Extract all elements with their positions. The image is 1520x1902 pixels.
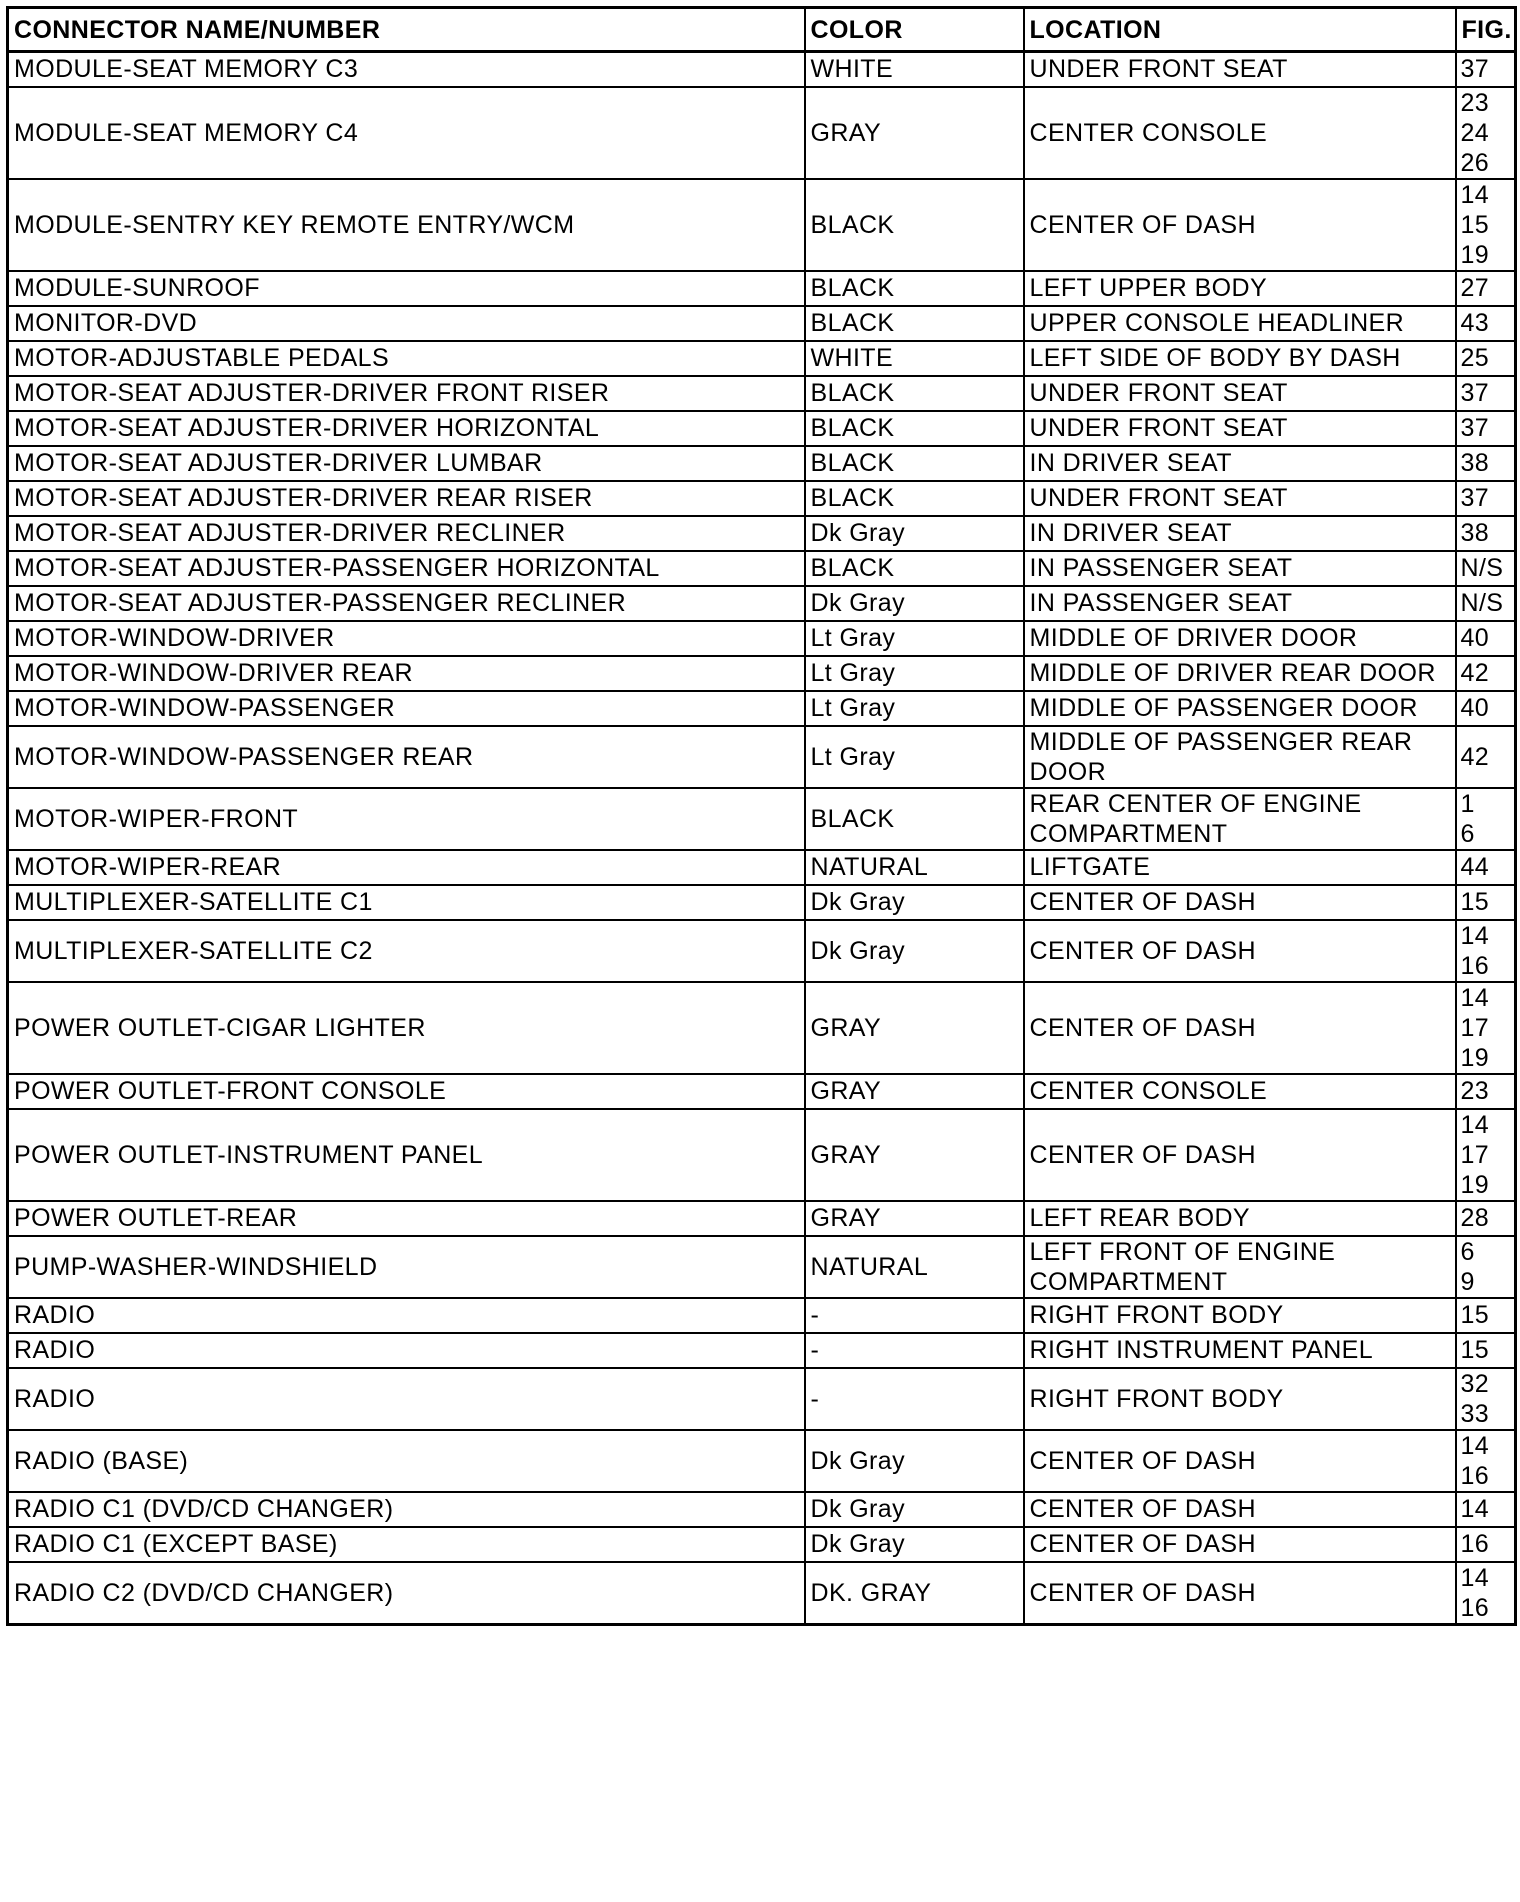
fig-number: 14 <box>1460 921 1490 950</box>
location-line: COMPARTMENT <box>1029 819 1228 848</box>
fig-cell <box>1456 481 1516 516</box>
fig-cell <box>1456 1368 1516 1430</box>
color-cell: BLACK <box>805 271 1024 306</box>
location-cell <box>1024 446 1456 481</box>
fig-number: 17 <box>1460 1140 1490 1169</box>
location-cell <box>1024 885 1456 920</box>
location-line: IN PASSENGER SEAT <box>1029 589 1293 617</box>
fig-number: 26 <box>1460 148 1490 177</box>
connector-name-cell: RADIO <box>8 1368 805 1430</box>
connector-name-cell: MOTOR-SEAT ADJUSTER-DRIVER REAR RISER <box>8 481 805 516</box>
fig-cell <box>1456 306 1516 341</box>
location-cell <box>1024 1527 1456 1562</box>
location-line: COMPARTMENT <box>1029 1267 1228 1296</box>
fig-number: 15 <box>1460 210 1490 239</box>
color-cell: NATURAL <box>805 1236 1024 1298</box>
fig-number: 14 <box>1460 1563 1490 1592</box>
connector-name-cell: PUMP-WASHER-WINDSHIELD <box>8 1236 805 1298</box>
fig-cell <box>1456 52 1516 87</box>
table-row <box>8 446 1516 481</box>
fig-number: 15 <box>1460 1336 1490 1364</box>
fig-number: 42 <box>1460 659 1490 687</box>
table-body <box>8 52 1516 1625</box>
color-cell: Dk Gray <box>805 1527 1024 1562</box>
color-cell: Lt Gray <box>805 621 1024 656</box>
connector-name-cell: MOTOR-SEAT ADJUSTER-DRIVER FRONT RISER <box>8 376 805 411</box>
table-row <box>8 982 1516 1074</box>
color-cell: BLACK <box>805 551 1024 586</box>
location-cell <box>1024 1201 1456 1236</box>
color-cell: Dk Gray <box>805 586 1024 621</box>
color-cell: BLACK <box>805 376 1024 411</box>
table-row <box>8 516 1516 551</box>
fig-cell <box>1456 516 1516 551</box>
fig-cell <box>1456 691 1516 726</box>
location-line: RIGHT FRONT BODY <box>1029 1384 1284 1413</box>
fig-number: 6 <box>1460 819 1475 848</box>
location-cell <box>1024 982 1456 1074</box>
location-cell <box>1024 179 1456 271</box>
color-cell: Dk Gray <box>805 1430 1024 1492</box>
table-row <box>8 788 1516 850</box>
fig-number: 19 <box>1460 240 1490 269</box>
fig-cell <box>1456 376 1516 411</box>
location-cell <box>1024 1368 1456 1430</box>
color-cell: NATURAL <box>805 850 1024 885</box>
fig-number: 23 <box>1460 88 1490 117</box>
fig-cell <box>1456 1562 1516 1625</box>
table-row <box>8 1074 1516 1109</box>
connector-name-cell: MOTOR-WIPER-REAR <box>8 850 805 885</box>
location-line: LEFT UPPER BODY <box>1029 274 1268 302</box>
connector-name-cell: RADIO C2 (DVD/CD CHANGER) <box>8 1562 805 1625</box>
color-cell: Lt Gray <box>805 691 1024 726</box>
connector-name-cell: MODULE-SENTRY KEY REMOTE ENTRY/WCM <box>8 179 805 271</box>
table-row <box>8 87 1516 179</box>
color-cell: DK. GRAY <box>805 1562 1024 1625</box>
fig-number: 28 <box>1460 1204 1490 1232</box>
connector-name-cell: MODULE-SEAT MEMORY C3 <box>8 52 805 87</box>
fig-number: 16 <box>1460 951 1490 980</box>
connector-table <box>6 6 1517 1626</box>
fig-cell <box>1456 341 1516 376</box>
color-cell: Dk Gray <box>805 516 1024 551</box>
color-cell: GRAY <box>805 87 1024 179</box>
connector-name-cell: POWER OUTLET-REAR <box>8 1201 805 1236</box>
fig-number: 6 <box>1460 1237 1475 1266</box>
fig-cell <box>1456 982 1516 1074</box>
fig-cell <box>1456 271 1516 306</box>
fig-cell <box>1456 1298 1516 1333</box>
connector-name-cell: RADIO (BASE) <box>8 1430 805 1492</box>
connector-name-cell: POWER OUTLET-CIGAR LIGHTER <box>8 982 805 1074</box>
table-row <box>8 481 1516 516</box>
fig-number: 17 <box>1460 1013 1490 1042</box>
color-cell: Dk Gray <box>805 920 1024 982</box>
location-cell <box>1024 1492 1456 1527</box>
color-cell: Dk Gray <box>805 1492 1024 1527</box>
table-row <box>8 850 1516 885</box>
connector-name-cell: MULTIPLEXER-SATELLITE C2 <box>8 920 805 982</box>
location-cell <box>1024 1562 1456 1625</box>
location-line: MIDDLE OF PASSENGER DOOR <box>1029 694 1418 722</box>
fig-number: 14 <box>1460 1495 1490 1523</box>
header-color: COLOR <box>805 8 1024 52</box>
table-row <box>8 551 1516 586</box>
connector-name-cell: MOTOR-WINDOW-PASSENGER <box>8 691 805 726</box>
fig-cell <box>1456 1527 1516 1562</box>
table-row <box>8 52 1516 87</box>
location-cell <box>1024 1109 1456 1201</box>
fig-number: 19 <box>1460 1043 1490 1072</box>
table-row <box>8 271 1516 306</box>
fig-number: 42 <box>1460 742 1490 771</box>
fig-number: 14 <box>1460 1110 1490 1139</box>
connector-name-cell: MOTOR-WINDOW-PASSENGER REAR <box>8 726 805 788</box>
location-line: MIDDLE OF DRIVER DOOR <box>1029 624 1358 652</box>
table-row <box>8 1333 1516 1368</box>
location-cell <box>1024 1074 1456 1109</box>
color-cell: BLACK <box>805 411 1024 446</box>
fig-number: 16 <box>1460 1461 1490 1490</box>
location-line: DOOR <box>1029 757 1107 786</box>
location-line: MIDDLE OF PASSENGER REAR <box>1029 727 1413 756</box>
table-row <box>8 1109 1516 1201</box>
table-row <box>8 1201 1516 1236</box>
location-cell <box>1024 341 1456 376</box>
connector-name-cell: MOTOR-SEAT ADJUSTER-DRIVER HORIZONTAL <box>8 411 805 446</box>
fig-number: N/S <box>1460 554 1504 582</box>
location-cell <box>1024 920 1456 982</box>
fig-cell <box>1456 885 1516 920</box>
color-cell: GRAY <box>805 1201 1024 1236</box>
connector-name-cell: MODULE-SEAT MEMORY C4 <box>8 87 805 179</box>
table-row <box>8 621 1516 656</box>
table-row <box>8 376 1516 411</box>
fig-number: 38 <box>1460 449 1490 477</box>
location-line: MIDDLE OF DRIVER REAR DOOR <box>1029 659 1436 687</box>
fig-number: 40 <box>1460 694 1490 722</box>
location-line: LEFT FRONT OF ENGINE <box>1029 1237 1336 1266</box>
location-cell <box>1024 52 1456 87</box>
fig-cell <box>1456 726 1516 788</box>
table-row <box>8 885 1516 920</box>
color-cell: Dk Gray <box>805 885 1024 920</box>
location-cell <box>1024 1333 1456 1368</box>
connector-name-cell: MOTOR-SEAT ADJUSTER-DRIVER RECLINER <box>8 516 805 551</box>
table-row <box>8 1236 1516 1298</box>
color-cell: BLACK <box>805 179 1024 271</box>
table-row <box>8 726 1516 788</box>
color-cell: WHITE <box>805 341 1024 376</box>
location-line: CENTER OF DASH <box>1029 1530 1256 1558</box>
color-cell: - <box>805 1298 1024 1333</box>
connector-name-cell: MOTOR-ADJUSTABLE PEDALS <box>8 341 805 376</box>
location-cell <box>1024 586 1456 621</box>
color-cell: GRAY <box>805 1074 1024 1109</box>
fig-cell <box>1456 179 1516 271</box>
location-cell <box>1024 551 1456 586</box>
location-cell <box>1024 850 1456 885</box>
table-row <box>8 691 1516 726</box>
location-cell <box>1024 87 1456 179</box>
table-row <box>8 656 1516 691</box>
table-row <box>8 1527 1516 1562</box>
location-line: CENTER OF DASH <box>1029 888 1256 916</box>
table-row <box>8 1492 1516 1527</box>
connector-name-cell: RADIO C1 (EXCEPT BASE) <box>8 1527 805 1562</box>
location-line: CENTER OF DASH <box>1029 1446 1256 1475</box>
header-fig: FIG. <box>1456 8 1516 52</box>
location-cell <box>1024 788 1456 850</box>
connector-name-cell: MOTOR-WINDOW-DRIVER REAR <box>8 656 805 691</box>
fig-number: 43 <box>1460 309 1490 337</box>
fig-number: 37 <box>1460 55 1490 84</box>
fig-cell <box>1456 850 1516 885</box>
location-line: LEFT REAR BODY <box>1029 1204 1250 1232</box>
location-line: RIGHT INSTRUMENT PANEL <box>1029 1336 1374 1364</box>
table-row <box>8 586 1516 621</box>
connector-name-cell: RADIO C1 (DVD/CD CHANGER) <box>8 1492 805 1527</box>
fig-number: 37 <box>1460 484 1490 512</box>
fig-number: 33 <box>1460 1399 1490 1428</box>
fig-number: 27 <box>1460 274 1490 302</box>
fig-cell <box>1456 586 1516 621</box>
fig-number: 25 <box>1460 344 1490 372</box>
header-location: LOCATION <box>1024 8 1456 52</box>
location-line: CENTER OF DASH <box>1029 1578 1256 1607</box>
fig-number: N/S <box>1460 589 1504 617</box>
color-cell: BLACK <box>805 788 1024 850</box>
location-line: LEFT SIDE OF BODY BY DASH <box>1029 344 1401 372</box>
fig-number: 16 <box>1460 1593 1490 1622</box>
fig-cell <box>1456 1109 1516 1201</box>
location-cell <box>1024 306 1456 341</box>
location-line: CENTER OF DASH <box>1029 210 1256 239</box>
fig-cell <box>1456 920 1516 982</box>
fig-number: 44 <box>1460 853 1490 881</box>
fig-number: 24 <box>1460 118 1490 147</box>
fig-number: 15 <box>1460 888 1490 916</box>
fig-cell <box>1456 1236 1516 1298</box>
color-cell: WHITE <box>805 52 1024 87</box>
fig-number: 19 <box>1460 1170 1490 1199</box>
location-line: IN PASSENGER SEAT <box>1029 554 1293 582</box>
location-line: CENTER OF DASH <box>1029 1140 1256 1169</box>
connector-name-cell: MOTOR-SEAT ADJUSTER-PASSENGER RECLINER <box>8 586 805 621</box>
fig-number: 1 <box>1460 789 1475 818</box>
fig-cell <box>1456 446 1516 481</box>
fig-number: 37 <box>1460 379 1490 407</box>
connector-name-cell: MOTOR-SEAT ADJUSTER-DRIVER LUMBAR <box>8 446 805 481</box>
table-row <box>8 179 1516 271</box>
fig-cell <box>1456 1430 1516 1492</box>
color-cell: - <box>805 1368 1024 1430</box>
color-cell: Lt Gray <box>805 726 1024 788</box>
fig-cell <box>1456 1074 1516 1109</box>
table-row <box>8 411 1516 446</box>
location-cell <box>1024 621 1456 656</box>
location-line: UPPER CONSOLE HEADLINER <box>1029 309 1405 337</box>
location-line: CENTER CONSOLE <box>1029 1077 1268 1105</box>
connector-name-cell: POWER OUTLET-INSTRUMENT PANEL <box>8 1109 805 1201</box>
connector-name-cell: RADIO <box>8 1333 805 1368</box>
location-line: IN DRIVER SEAT <box>1029 519 1232 547</box>
connector-name-cell: MOTOR-WIPER-FRONT <box>8 788 805 850</box>
connector-name-cell: RADIO <box>8 1298 805 1333</box>
table-row <box>8 1562 1516 1625</box>
fig-cell <box>1456 87 1516 179</box>
location-line: CENTER CONSOLE <box>1029 118 1268 147</box>
location-line: LIFTGATE <box>1029 853 1151 881</box>
location-line: UNDER FRONT SEAT <box>1029 55 1288 84</box>
fig-number: 14 <box>1460 983 1490 1012</box>
color-cell: BLACK <box>805 306 1024 341</box>
location-line: CENTER OF DASH <box>1029 1013 1256 1042</box>
fig-cell <box>1456 656 1516 691</box>
table-row <box>8 920 1516 982</box>
location-cell <box>1024 691 1456 726</box>
fig-cell <box>1456 411 1516 446</box>
location-cell <box>1024 656 1456 691</box>
connector-name-cell: MONITOR-DVD <box>8 306 805 341</box>
fig-number: 23 <box>1460 1077 1490 1105</box>
location-line: UNDER FRONT SEAT <box>1029 414 1288 442</box>
location-cell <box>1024 1236 1456 1298</box>
connector-name-cell: MULTIPLEXER-SATELLITE C1 <box>8 885 805 920</box>
fig-cell <box>1456 551 1516 586</box>
location-cell <box>1024 376 1456 411</box>
connector-name-cell: POWER OUTLET-FRONT CONSOLE <box>8 1074 805 1109</box>
location-cell <box>1024 271 1456 306</box>
fig-number: 14 <box>1460 1431 1490 1460</box>
color-cell: BLACK <box>805 481 1024 516</box>
location-line: UNDER FRONT SEAT <box>1029 484 1288 512</box>
fig-number: 15 <box>1460 1301 1490 1329</box>
table-row <box>8 306 1516 341</box>
location-line: IN DRIVER SEAT <box>1029 449 1232 477</box>
fig-number: 38 <box>1460 519 1490 547</box>
location-line: REAR CENTER OF ENGINE <box>1029 789 1362 818</box>
fig-cell <box>1456 621 1516 656</box>
location-line: CENTER OF DASH <box>1029 936 1256 965</box>
fig-cell <box>1456 1201 1516 1236</box>
fig-number: 32 <box>1460 1369 1490 1398</box>
color-cell: GRAY <box>805 982 1024 1074</box>
connector-name-cell: MOTOR-SEAT ADJUSTER-PASSENGER HORIZONTAL <box>8 551 805 586</box>
fig-number: 37 <box>1460 414 1490 442</box>
fig-cell <box>1456 1333 1516 1368</box>
connector-name-cell: MODULE-SUNROOF <box>8 271 805 306</box>
location-cell <box>1024 1430 1456 1492</box>
location-cell <box>1024 726 1456 788</box>
location-line: UNDER FRONT SEAT <box>1029 379 1288 407</box>
fig-cell <box>1456 1492 1516 1527</box>
color-cell: - <box>805 1333 1024 1368</box>
color-cell: Lt Gray <box>805 656 1024 691</box>
color-cell: BLACK <box>805 446 1024 481</box>
color-cell: GRAY <box>805 1109 1024 1201</box>
table-row <box>8 1298 1516 1333</box>
connector-name-cell: MOTOR-WINDOW-DRIVER <box>8 621 805 656</box>
fig-number: 9 <box>1460 1267 1475 1296</box>
table-row <box>8 1430 1516 1492</box>
location-line: RIGHT FRONT BODY <box>1029 1301 1284 1329</box>
fig-number: 14 <box>1460 180 1490 209</box>
header-connector-name: CONNECTOR NAME/NUMBER <box>8 8 805 52</box>
header-row <box>8 8 1516 52</box>
location-cell <box>1024 1298 1456 1333</box>
location-cell <box>1024 516 1456 551</box>
table-row <box>8 1368 1516 1430</box>
fig-cell <box>1456 788 1516 850</box>
location-cell <box>1024 481 1456 516</box>
fig-number: 40 <box>1460 624 1490 652</box>
location-line: CENTER OF DASH <box>1029 1495 1256 1523</box>
location-cell <box>1024 411 1456 446</box>
fig-number: 16 <box>1460 1530 1490 1558</box>
table-row <box>8 341 1516 376</box>
